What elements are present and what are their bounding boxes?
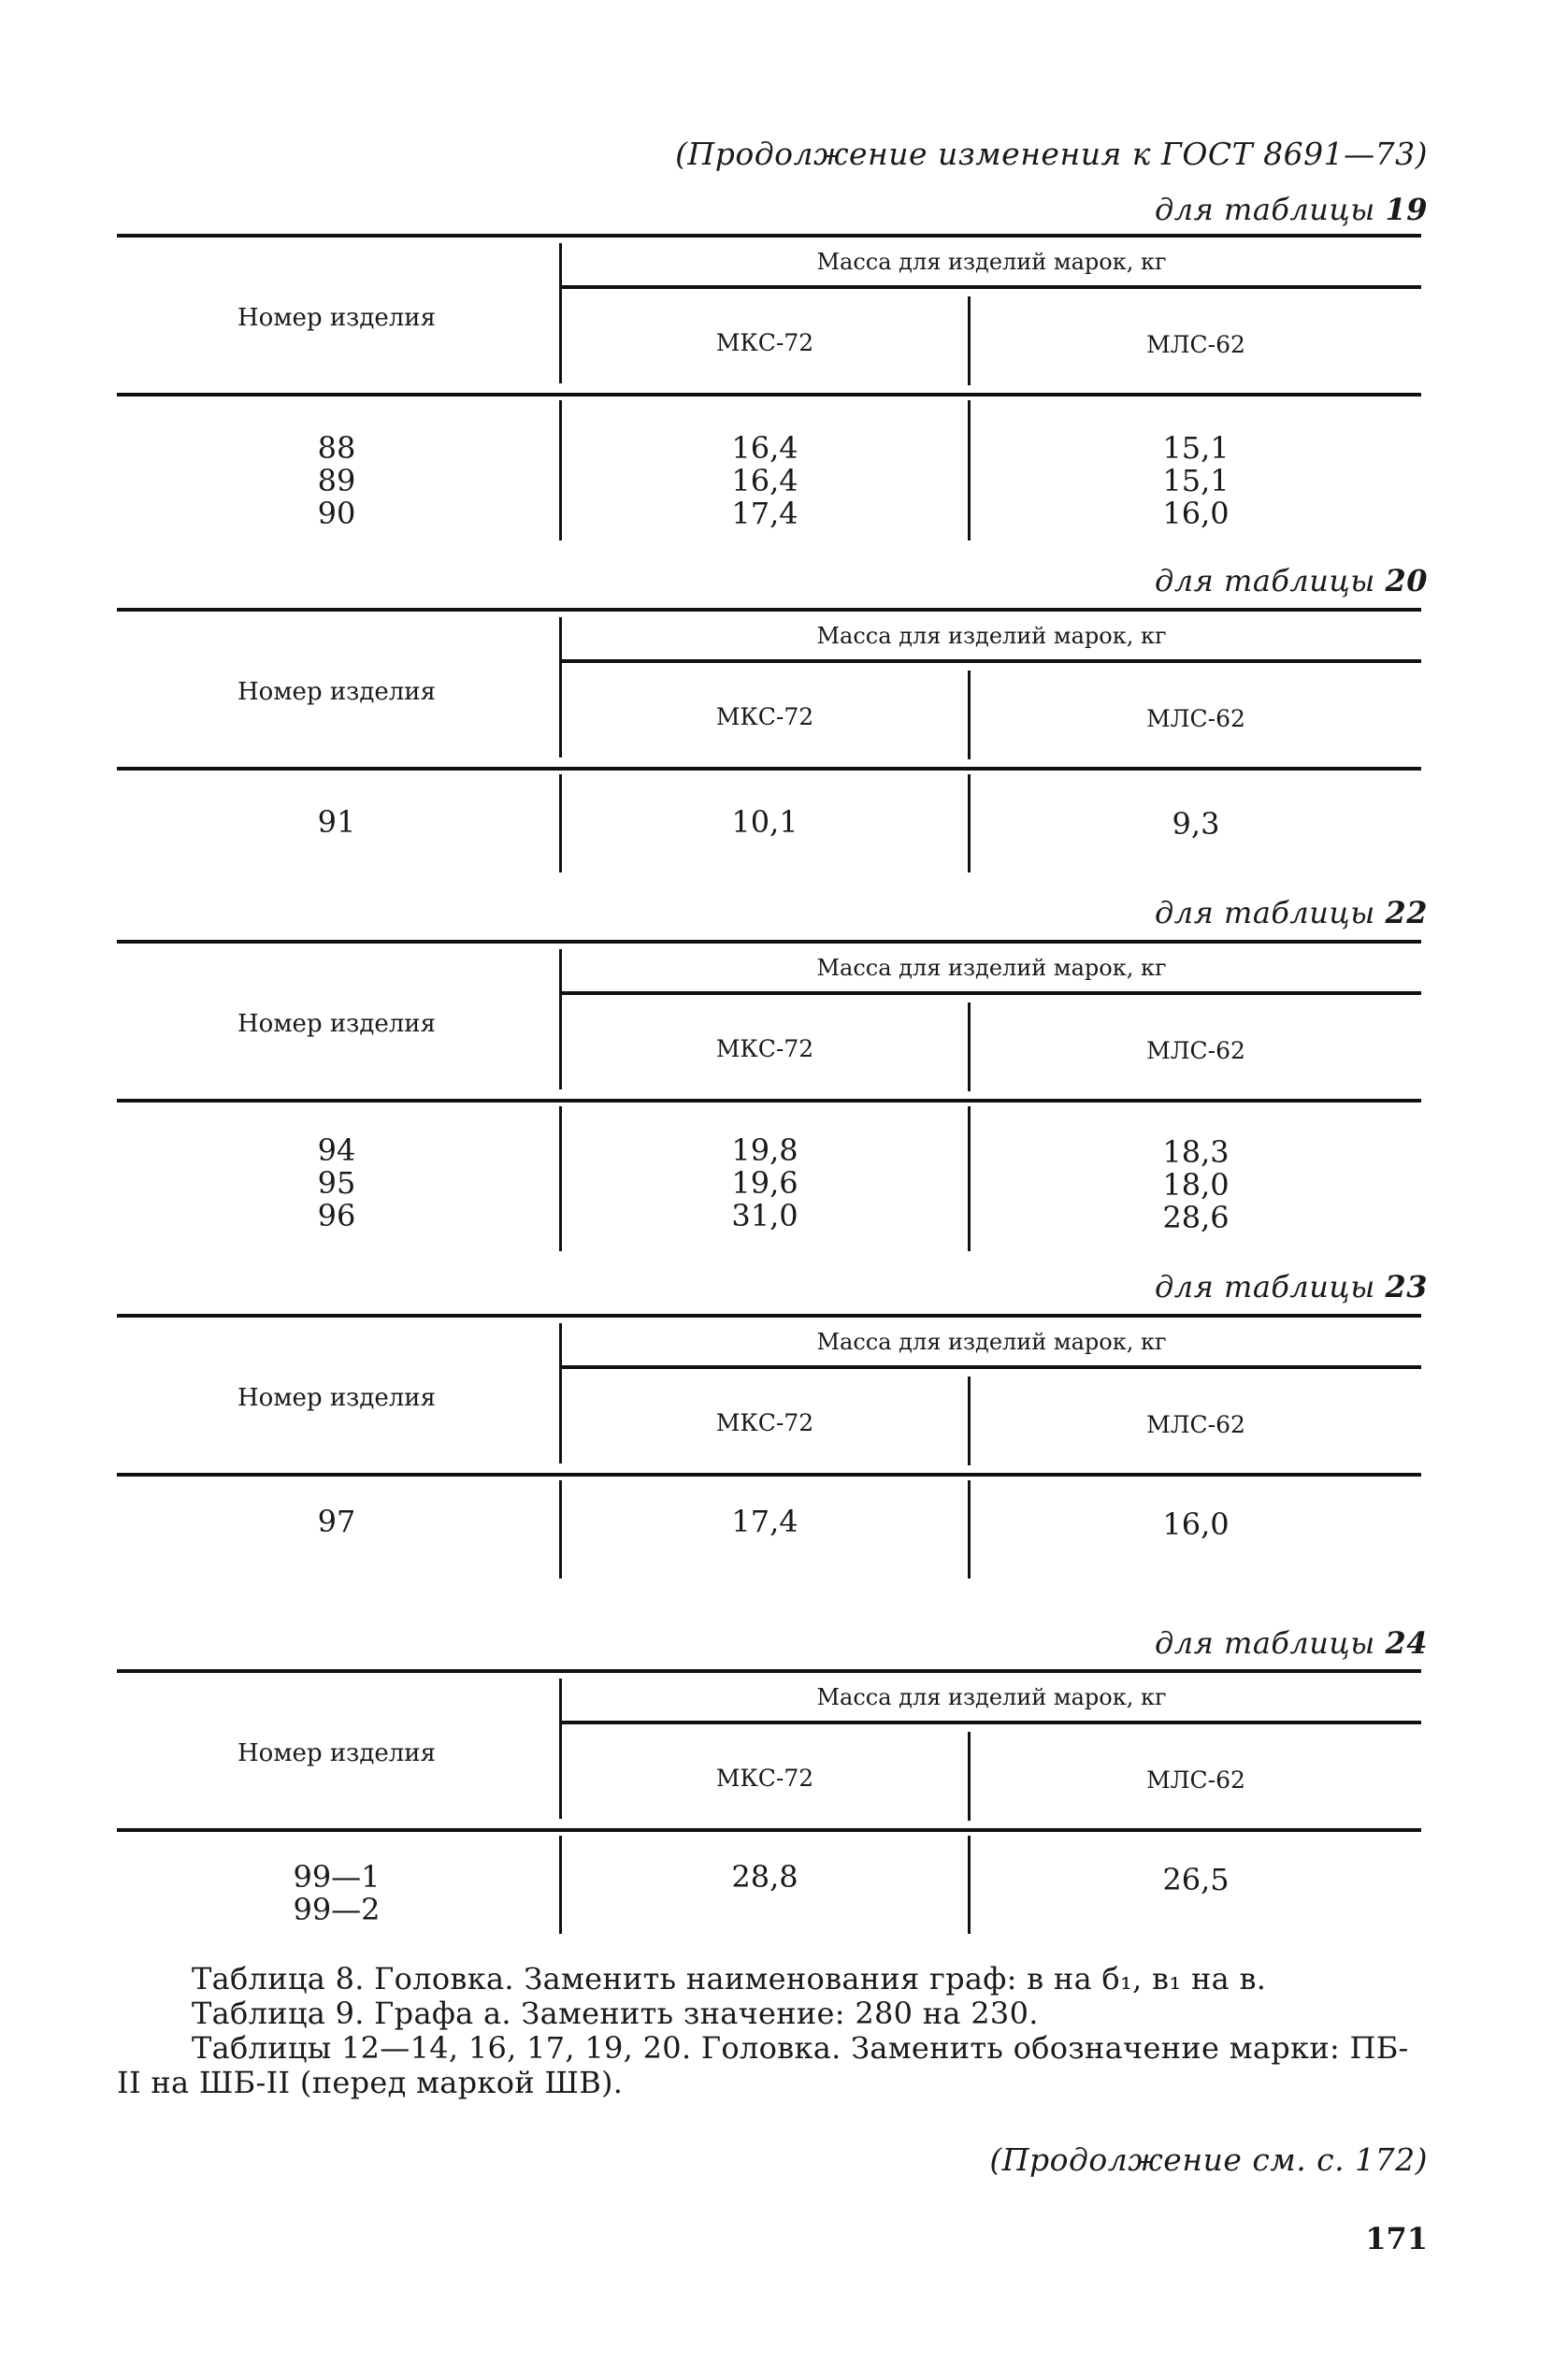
table-caption xyxy=(1155,1269,1428,1305)
mass-table xyxy=(117,608,1421,874)
caption-number: 19 xyxy=(1385,192,1428,227)
table-cell-mark1: 19,8 19,6 31,0 xyxy=(731,1132,798,1233)
column-header-mark1: МКС-72 xyxy=(715,1035,814,1062)
caption-number: 22 xyxy=(1385,895,1428,930)
column-header-item: Номер изделия xyxy=(237,1739,436,1767)
table-cell-mark1: 17,4 xyxy=(731,1504,798,1539)
table-cell-mark1: 28,8 xyxy=(731,1859,798,1895)
note-paragraph: Таблица 9. Графа a. Заменить значение: 280 на 230. xyxy=(192,1996,1039,2031)
page-header: (Продолжение изменения к ГОСТ 8691—73) xyxy=(675,136,1428,172)
column-header-mark2: МЛС-62 xyxy=(1146,1766,1245,1794)
column-header-mark2: МЛС-62 xyxy=(1146,1411,1245,1438)
column-header-mark1: МКС-72 xyxy=(715,703,814,730)
table-cell-item: 97 xyxy=(317,1504,356,1539)
column-header-item: Номер изделия xyxy=(237,1384,436,1412)
continuation-note: (Продолжение см. с. 172) xyxy=(989,2141,1428,2178)
caption-number: 23 xyxy=(1385,1269,1428,1305)
column-header-mass: Масса для изделий марок, кг xyxy=(816,249,1167,275)
column-header-mark2: МЛС-62 xyxy=(1146,1037,1245,1064)
table-caption xyxy=(1155,895,1428,930)
column-header-mark1: МКС-72 xyxy=(715,329,814,356)
table-cell-mark2: 18,3 18,0 28,6 xyxy=(1162,1134,1230,1235)
table-cell-mark1: 16,4 16,4 17,4 xyxy=(731,430,798,531)
column-header-mark2: МЛС-62 xyxy=(1146,331,1245,358)
column-header-mark1: МКС-72 xyxy=(715,1765,814,1792)
mass-table xyxy=(117,1314,1421,1580)
column-header-mass: Масса для изделий марок, кг xyxy=(816,955,1167,981)
caption-number: 24 xyxy=(1385,1625,1428,1661)
column-header-mark2: МЛС-62 xyxy=(1146,705,1245,732)
table-caption xyxy=(1155,192,1428,227)
table-cell-mark2: 26,5 xyxy=(1162,1862,1230,1897)
note-paragraph: Таблица 8. Головка. Заменить наименования граф: в на б₁, в₁ на в. xyxy=(192,1961,1267,1996)
table-cell-item: 91 xyxy=(317,804,356,840)
caption-prefix: для таблицы xyxy=(1154,1625,1375,1661)
caption-prefix: для таблицы xyxy=(1154,895,1375,930)
mass-table xyxy=(117,1669,1421,1936)
table-cell-mark1: 10,1 xyxy=(731,804,798,840)
table-cell-mark2: 16,0 xyxy=(1162,1506,1230,1542)
table-cell-mark2: 15,1 15,1 16,0 xyxy=(1162,430,1230,531)
column-header-mark1: МКС-72 xyxy=(715,1409,814,1436)
table-cell-item: 99—1 99—2 xyxy=(293,1859,381,1927)
note-paragraph: Таблицы 12—14, 16, 17, 19, 20. Головка. Заменить обозначение марки: ПБ-II на ШБ-II (перед маркой ШВ). xyxy=(117,2030,1409,2100)
caption-prefix: для таблицы xyxy=(1154,563,1375,598)
caption-prefix: для таблицы xyxy=(1154,1269,1375,1305)
mass-table xyxy=(117,940,1421,1253)
caption-number: 20 xyxy=(1385,563,1428,598)
mass-table xyxy=(117,234,1421,542)
column-header-mass: Масса для изделий марок, кг xyxy=(816,1329,1167,1355)
column-header-item: Номер изделия xyxy=(237,304,436,332)
page-number: 171 xyxy=(1365,2221,1428,2256)
column-header-item: Номер изделия xyxy=(237,1010,436,1038)
column-header-item: Номер изделия xyxy=(237,678,436,706)
table-caption xyxy=(1155,1625,1428,1661)
table-cell-mark2: 9,3 xyxy=(1172,806,1220,842)
table-cell-item: 88 89 90 xyxy=(317,430,356,531)
column-header-mass: Масса для изделий марок, кг xyxy=(816,1684,1167,1710)
table-cell-item: 94 95 96 xyxy=(317,1132,356,1233)
column-header-mass: Масса для изделий марок, кг xyxy=(816,623,1167,649)
caption-prefix: для таблицы xyxy=(1154,192,1375,227)
notes-block xyxy=(117,1962,1421,2100)
table-caption xyxy=(1155,563,1428,598)
